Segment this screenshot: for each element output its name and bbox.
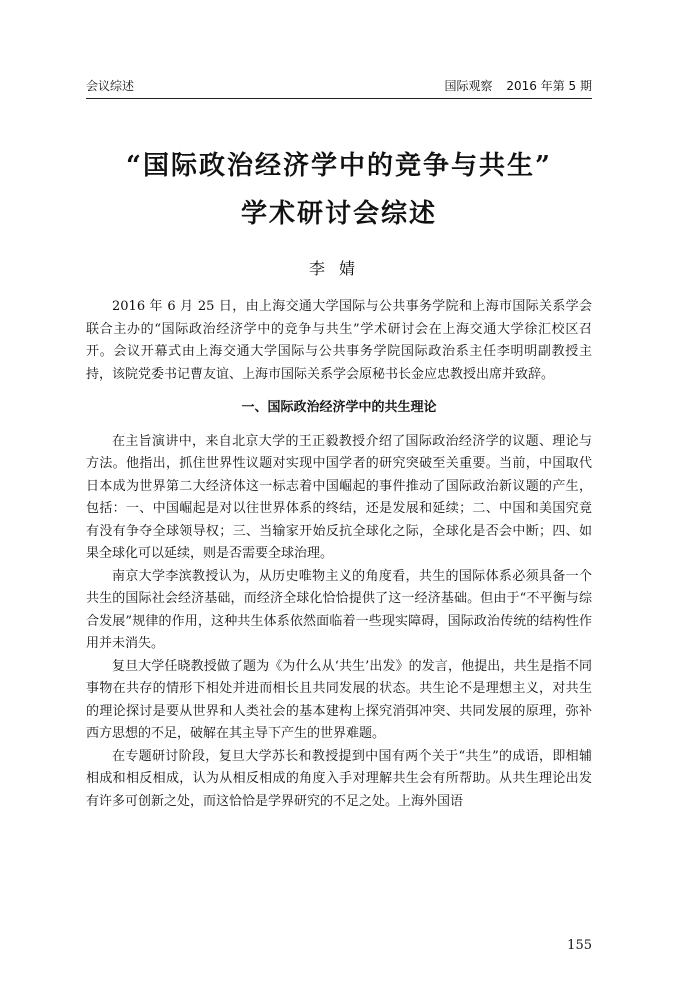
section-heading: 一、国际政治经济学中的共生理论 bbox=[241, 400, 437, 415]
article-title bbox=[86, 142, 592, 238]
page-number: 155 bbox=[567, 938, 592, 953]
body-paragraph: 在主旨演讲中，来自北京大学的王正毅教授介绍了国际政治经济学的议题、理论与方法。他指出，抓住世界性议题对实现中国学者的研究突破至关重要。当前，中国取代日本成为世界第二大经济体这一标志着中国崛起的事件推动了国际政治新议题的产生，包括：一、中国崛起是对以往世界体系的终结，还是发展和延续；二、中国和美国究竟有没有争夺全球领导权；三、当输家开始反抗全球化之际，全球化是否会中断；四、如果全球化可以延续，则是否需要全球治理。 bbox=[86, 433, 592, 561]
journal-name: 国际观察 bbox=[444, 79, 493, 93]
article-body bbox=[86, 296, 592, 813]
journal-info bbox=[445, 78, 592, 94]
issue-label: 2016 年第 5 期 bbox=[506, 79, 592, 93]
title-line-1: “国际政治经济学中的竞争与共生” bbox=[126, 151, 552, 181]
section-label: 会议综述 bbox=[86, 79, 135, 93]
intro-paragraph: 2016 年 6 月 25 日，由上海交通大学国际与公共事务学院和上海市国际关系学会联合主办的“国际政治经济学中的竞争与共生”学术研讨会在上海交通大学徐汇校区召开。会议开幕式由上海交通大学国际与公共事务学院国际政治系主任李明明副教授主持，该院党委书记曹友谊、上海市国际关系学会原秘书长金应忠教授出席并致辞。 bbox=[86, 299, 592, 382]
body-paragraph: 南京大学李滨教授认为，从历史唯物主义的角度看，共生的国际体系必须具备一个共生的国际社会经济基础，而经济全球化恰恰提供了这一经济基础。但由于“不平衡与综合发展”规律的作用，这种共生体系依然面临着一些现实障碍，国际政治传统的结构性作用并未消失。 bbox=[86, 568, 592, 651]
running-header bbox=[86, 78, 592, 99]
body-paragraph: 在专题研讨阶段，复旦大学苏长和教授提到中国有两个关于“共生”的成语，即相辅相成和相反相成，认为从相反相成的角度入手对理解共生会有所帮助。从共生理论出发有许多可创新之处，而这恰恰是学界研究的不足之处。上海外国语 bbox=[86, 748, 592, 809]
author-name: 李婧 bbox=[308, 259, 369, 278]
title-line-2: 学术研讨会综述 bbox=[240, 199, 437, 229]
body-paragraph: 复旦大学任晓教授做了题为《为什么从‘共生’出发》的发言，他提出，共生是指不同事物在共存的情形下相处并进而相长且共同发展的状态。共生论不是理想主义，对共生的理论探讨是要从世界和人类社会的基本建构上探究消弭冲突、共同发展的原理，弥补西方思想的不足，破解在其主导下产生的世界难题。 bbox=[86, 658, 592, 741]
